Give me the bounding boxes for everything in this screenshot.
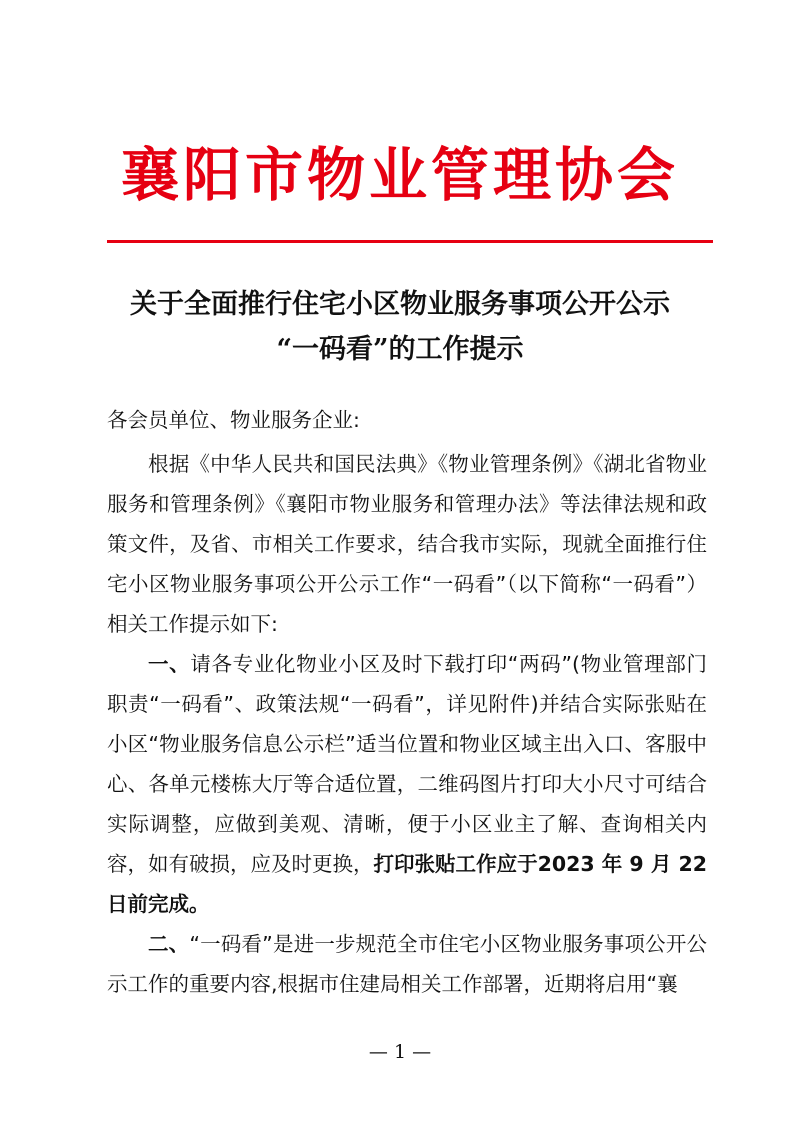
paragraph-item-2 (107, 924, 707, 1004)
item-2-number: 二、 (148, 932, 190, 956)
page-number: — 1 — (368, 1041, 432, 1063)
document-title-line-1: 关于全面推行住宅小区物业服务事项公开公示 (130, 289, 670, 320)
masthead-title: 襄阳市物业管理协会 (120, 141, 679, 209)
paragraph-intro: 根据《中华人民共和国民法典》《物业管理条例》《湖北省物业服务和管理条例》《襄阳市物业服务和管理办法》等法律法规和政策文件，及省、市相关工作要求，结合我市实际，现就全面推行住宅小区物业服务事项公开公示工作“一码看”（以下简称“一码看”）相关工作提示如下: (107, 452, 707, 636)
salutation: 各会员单位、物业服务企业: (107, 408, 360, 432)
item-1-text: 请各专业化物业小区及时下载打印“两码”(物业管理部门职责“一码看”、政策法规“一码看”，详见附件)并结合实际张贴在小区“物业服务信息公示栏”适当位置和物业区域主出入口、客服中心、各单元楼栋大厅等合适位置，二维码图片打印大小尺寸可结合实际调整，应做到美观、清晰，便于小区业主了解、查询相关内容，如有破损，应及时更换， (107, 652, 707, 876)
masthead-red-rule (107, 240, 713, 243)
paragraph-item-1 (107, 644, 707, 924)
item-1-deadline: 打印张贴工作应于2023 年 9 月 22 日前完成。 (107, 852, 707, 916)
item-2-text: “一码看”是进一步规范全市住宅小区物业服务事项公开公示工作的重要内容,根据市住建局相关工作部署，近期将启用“襄 (107, 932, 707, 996)
item-1-number: 一、 (148, 652, 191, 676)
document-title (90, 282, 710, 372)
document-title-line-2: “一码看”的工作提示 (276, 334, 524, 365)
document-body (107, 400, 707, 1004)
